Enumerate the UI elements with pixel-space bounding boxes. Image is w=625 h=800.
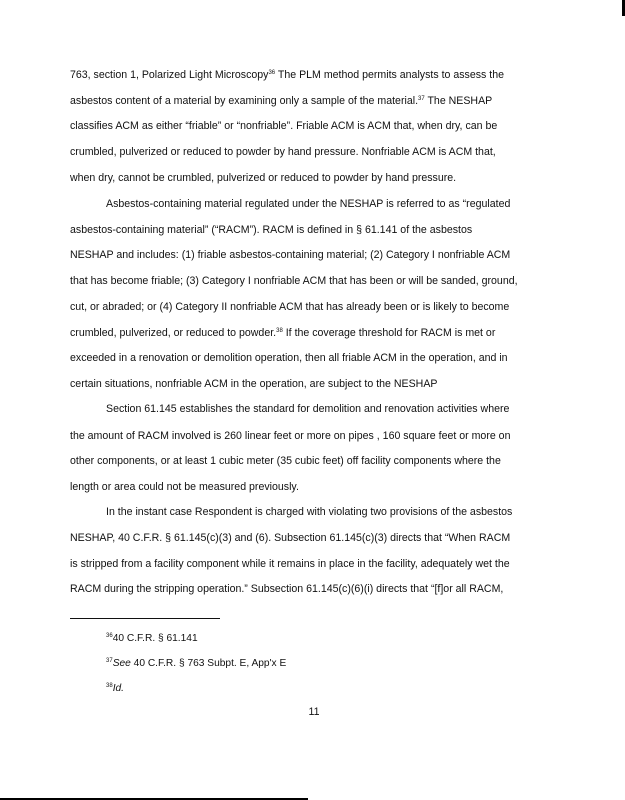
footnote-text: 40 C.F.R. § 61.141 <box>112 633 198 644</box>
text-line <box>70 351 550 365</box>
text-segment: other components, or at least 1 cubic meter (35 cubic feet) off facility components where the <box>70 455 501 467</box>
footnote-signal: Id. <box>112 683 125 694</box>
text-segment: In the instant case Respondent is charged with violating two provisions of the asbestos <box>106 506 513 518</box>
text-segment: The NESHAP <box>424 95 493 107</box>
footnote-number: 37 <box>106 658 113 664</box>
footnote-36 <box>106 632 198 646</box>
text-segment: Asbestos-containing material regulated under the NESHAP is referred to as “regulated <box>106 198 511 210</box>
text-line <box>70 582 550 596</box>
text-segment: NESHAP and includes: (1) friable asbestos-containing material; (2) Category I nonfriable ACM <box>70 249 511 261</box>
text-line <box>70 223 550 237</box>
text-line <box>70 197 586 211</box>
text-segment: certain situations, nonfriable ACM in the operation, are subject to the NESHAP <box>70 378 438 390</box>
text-segment: RACM during the stripping operation.” Subsection 61.145(c)(6)(i) directs that “[f]or all RACM, <box>70 583 504 595</box>
text-line <box>70 326 550 340</box>
footnote-38 <box>106 682 124 696</box>
text-segment: length or area could not be measured previously. <box>70 481 299 493</box>
text-segment: asbestos-containing material” (“RACM”). RACM is defined in § 61.141 of the asbestos <box>70 224 473 236</box>
text-line <box>70 402 586 416</box>
text-line <box>70 119 550 133</box>
footnote-signal: See <box>112 658 131 669</box>
text-segment: classifies ACM as either “friable” or “nonfriable”. Friable ACM is ACM that, when dry, can be <box>70 120 498 132</box>
footnote-text: 40 C.F.R. § 763 Subpt. E, App'x E <box>130 658 287 669</box>
text-segment: crumbled, pulverized, or reduced to powder. <box>70 327 277 339</box>
text-segment: Section 61.145 establishes the standard for demolition and renovation activities where <box>106 403 510 415</box>
text-line <box>70 248 550 262</box>
text-segment: If the coverage threshold for RACM is met or <box>282 327 496 339</box>
page-number: 11 <box>308 706 320 718</box>
text-segment: that has become friable; (3) Category I nonfriable ACM that has been or will be sanded, ground, <box>70 275 518 287</box>
text-segment: The PLM method permits analysts to assess the <box>275 69 504 81</box>
text-segment: exceeded in a renovation or demolition operation, then all friable ACM in the operation, and in <box>70 352 508 364</box>
text-segment: 763, section 1, Polarized Light Microscopy <box>70 69 269 81</box>
text-line <box>70 171 550 185</box>
text-segment: crumbled, pulverized or reduced to powder by hand pressure. Nonfriable ACM is ACM that, <box>70 146 496 158</box>
footnote-reference: 37 <box>418 96 425 102</box>
text-line <box>70 300 550 314</box>
footnote-reference: 36 <box>268 70 276 76</box>
text-line <box>70 68 550 82</box>
text-line <box>70 377 550 391</box>
footnote-number: 38 <box>106 683 113 689</box>
text-segment: the amount of RACM involved is 260 linear feet or more on pipes , 160 square feet or more on <box>70 430 511 442</box>
text-line <box>70 145 550 159</box>
text-line <box>70 557 550 571</box>
text-line <box>70 505 586 519</box>
text-segment: asbestos content of a material by examining only a sample of the material. <box>70 95 419 107</box>
text-segment: NESHAP, 40 C.F.R. § 61.145(c)(3) and (6). Subsection 61.145(c)(3) directs that “When RACM <box>70 532 511 544</box>
text-line <box>70 480 550 494</box>
text-line <box>70 454 550 468</box>
footnote-separator <box>70 618 220 619</box>
text-line <box>70 429 550 443</box>
footnote-number: 36 <box>106 633 113 639</box>
footnote-reference: 38 <box>276 328 283 334</box>
text-segment: when dry, cannot be crumbled, pulverized or reduced to powder by hand pressure. <box>70 172 457 184</box>
text-segment: cut, or abraded; or (4) Category II nonfriable ACM that has already been or is likely to become <box>70 301 510 313</box>
footnote-37 <box>106 657 286 671</box>
text-line <box>70 274 550 288</box>
text-line <box>70 94 550 108</box>
text-line <box>70 531 550 545</box>
text-segment: is stripped from a facility component while it remains in place in the facility, adequately wet the <box>70 558 510 570</box>
